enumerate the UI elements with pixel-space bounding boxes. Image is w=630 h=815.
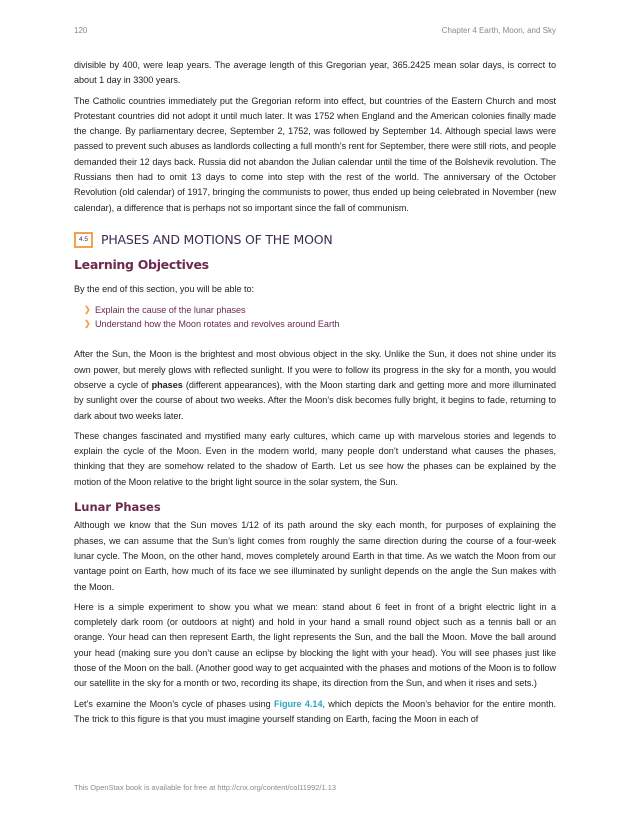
- section-heading: [74, 229, 556, 251]
- figure-link[interactable]: Figure 4.14: [273, 698, 323, 709]
- intro-text-before: After the Sun, the Moon is the brightest and most obvious object in the sky. Unlike the Sun, it does not shine under its own power, but merely glows with reflected sunlight. If you were to follow its progress in the sky for a month, you would observe a cycle of: [74, 349, 556, 390]
- paragraph-moon-intro: [74, 347, 556, 423]
- objective-text: Understand how the Moon rotates and revolves around Earth: [95, 318, 340, 329]
- list-item: [84, 317, 556, 331]
- lunar-phases-heading: Lunar Phases: [74, 500, 161, 515]
- chapter-title: Chapter 4 Earth, Moon, and Sky: [441, 26, 556, 35]
- learning-objectives-intro: By the end of this section, you will be able to:: [74, 284, 255, 295]
- chevron-right-icon: ❯: [84, 318, 91, 328]
- paragraph-gregorian-reform: The Catholic countries immediately put the Gregorian reform into effect, but countries of the Eastern Church and most Protestant countries did not adopt it until much later. It was 1752 when England and the American colonies finally made the change. By parliamentary decree, September 2, 1752, was followed by September 14. Although special laws were passed to prevent such abuses as landlords collecting a full month’s rent for September, there were still riots, and people demanded their 12 days back. Russia did not abandon the Julian calendar until the time of the Bolshevik revolution. The Russians then had to omit 13 days to come into step with the rest of the world. The anniversary of the October Revolution (old calendar) of 1917, bringing the communists to power, thus ended up being celebrated in November (new calendar), a difference that is perhaps not so important since the fall of communism.: [74, 95, 556, 213]
- paragraph-sun-motion: Although we know that the Sun moves 1/12 of its path around the sky each month, for purposes of explaining the phases, we can assume that the Sun’s light comes from roughly the same direction during the course of a four-week lunar cycle. The Moon, on the other hand, moves completely around Earth in that time. As we watch the Moon from our vantage point on Earth, how much of its face we see illuminated by sunlight depends on the angle the Sun makes with the Moon.: [74, 520, 556, 592]
- learning-objectives-heading: Learning Objectives: [74, 256, 209, 272]
- page-header: [74, 26, 556, 38]
- paragraph-leap-years: divisible by 400, were leap years. The average length of this Gregorian year, 365.2425 mean solar days, is correct to about 1 day in 3300 years.: [74, 60, 556, 86]
- page-footer: This OpenStax book is available for free at http://cnx.org/content/col11992/1.13: [74, 783, 337, 792]
- page-number: 120: [74, 26, 88, 35]
- chevron-right-icon: ❯: [84, 304, 91, 314]
- paragraph-experiment: Here is a simple experiment to show you what we mean: stand about 6 feet in front of a bright electric light in a completely dark room (or outdoors at night) and hold in your hand a small round object such as a tennis ball or an orange. Your head can then represent Earth, the light represents the Sun, and the ball the Moon. Move the ball around your head (making sure you don’t cause an eclipse by blocking the light with your head). You will see phases just like those of the Moon on the ball. (Another good way to get acquainted with the phases and motions of the Moon is to follow our satellite in the sky for a month or two, recording its shape, its direction from the Sun, and when it rises and sets.): [74, 601, 556, 689]
- list-item: [84, 303, 556, 317]
- paragraph-myths: These changes fascinated and mystified many early cultures, which came up with marvelous stories and legends to explain the cycle of the Moon. Even in the modern world, many people don’t understand what causes the phases, thinking that they are somehow related to the shadow of Earth. Let us see how the phases can be explained by the motion of the Moon relative to the bright light source in the solar system, the Sun.: [74, 430, 556, 487]
- section-number: 4.5: [74, 232, 93, 248]
- figure-text-after: , which depicts the Moon’s behavior for the entire month. The trick to this figure is that you must imagine yourself standing on Earth, facing the Moon in each of: [74, 698, 556, 724]
- figure-text-before: Let’s examine the Moon’s cycle of phases using: [74, 698, 274, 709]
- page-content: [74, 58, 556, 732]
- objective-text: Explain the cause of the lunar phases: [95, 304, 246, 315]
- learning-objectives-list: [74, 303, 556, 332]
- section-title: PHASES AND MOTIONS OF THE MOON: [101, 232, 333, 248]
- intro-text-after: (different appearances), with the Moon starting dark and getting more and more illuminated by sunlight over the course of about two weeks. After the Moon’s disk becomes fully bright, it begins to fade, returning to dark about two weeks later.: [74, 379, 557, 421]
- term-phases: phases: [151, 379, 183, 390]
- paragraph-figure-intro: [74, 697, 556, 728]
